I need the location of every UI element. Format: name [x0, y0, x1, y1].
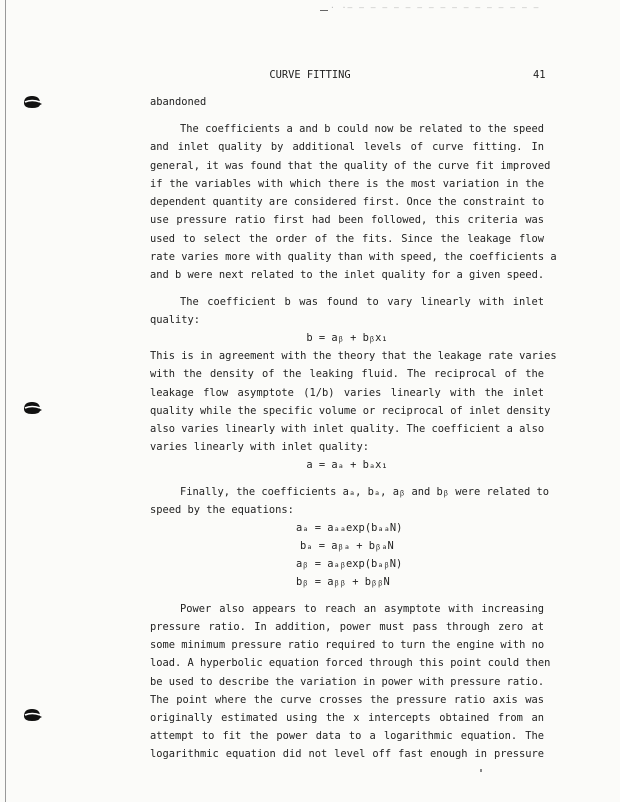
running-header: CURVE FITTING	[269, 69, 351, 81]
text-line: attempt to fit the power data to a logarithmic equation. The	[150, 730, 544, 742]
text-line: rate varies more with quality than with speed, the coefficients a	[150, 251, 557, 263]
page-edge	[5, 0, 6, 802]
page-number: 41	[533, 69, 546, 81]
text-line: leakage flow asymptote (1/b) varies linearly with the inlet	[150, 387, 544, 399]
text-line: The coefficient b was found to vary linearly with inlet	[180, 296, 544, 308]
punch-hole-icon	[21, 94, 43, 110]
scan-speck	[480, 769, 482, 772]
equation: aᵦ = aₐᵦexp(bₐᵦN)	[296, 558, 403, 570]
equation: aₐ = aₐₐexp(bₐₐN)	[296, 522, 403, 534]
scan-mark: · ·— — — — — — — — — — — — — — — — —	[330, 3, 540, 12]
text-line: originally estimated using the x intercepts obtained from an	[150, 712, 544, 724]
text-line: and inlet quality by additional levels of curve fitting. In	[150, 141, 544, 153]
text-line: logarithmic equation did not level off fast enough in pressure	[150, 748, 544, 760]
text-line: some minimum pressure ratio required to turn the engine with no	[150, 639, 545, 651]
scan-dash	[320, 10, 328, 11]
text-line: This is in agreement with the theory that the leakage rate varies	[150, 350, 557, 362]
text-line: general, it was found that the quality of the curve fit improved	[150, 160, 551, 172]
equation: bₐ = aᵦₐ + bᵦₐN	[300, 540, 394, 552]
text-line: with the density of the leaking fluid. The reciprocal of the	[150, 368, 544, 380]
text-line: varies linearly with inlet quality:	[150, 441, 369, 453]
punch-hole-icon	[21, 707, 43, 723]
text-line: The point where the curve crosses the pressure ratio axis was	[150, 694, 544, 706]
text-line: if the variables with which there is the most variation in the	[150, 178, 544, 190]
text-line: dependent quantity are considered first. Once the constraint to	[150, 196, 545, 208]
text-line: quality:	[150, 314, 201, 326]
text-line: used to select the order of the fits. Since the leakage flow	[150, 233, 544, 245]
text-line: also varies linearly with inlet quality. The coefficient a also	[150, 423, 545, 435]
text-line: be used to describe the variation in power with pressure ratio.	[150, 676, 545, 688]
text-line: abandoned	[150, 96, 207, 108]
text-line: speed by the equations:	[150, 504, 294, 516]
text-line: Finally, the coefficients aₐ, bₐ, aᵦ and bᵦ were related to	[180, 486, 550, 498]
text-line: The coefficients a and b could now be related to the speed	[180, 123, 544, 135]
text-line: use pressure ratio first had been followed, this criteria was	[150, 214, 544, 226]
text-line: quality while the specific volume or reciprocal of inlet density	[150, 405, 551, 417]
equation: b = aᵦ + bᵦx₁	[306, 332, 388, 344]
text-line: load. A hyperbolic equation forced through this point could then	[150, 657, 551, 669]
equation: a = aₐ + bₐx₁	[306, 459, 388, 471]
equation: bᵦ = aᵦᵦ + bᵦᵦN	[296, 576, 390, 588]
text-line: pressure ratio. In addition, power must pass through zero at	[150, 621, 544, 633]
punch-hole-icon	[21, 400, 43, 416]
text-line: and b were next related to the inlet quality for a given speed.	[150, 269, 545, 281]
text-line: Power also appears to reach an asymptote with increasing	[180, 603, 544, 615]
